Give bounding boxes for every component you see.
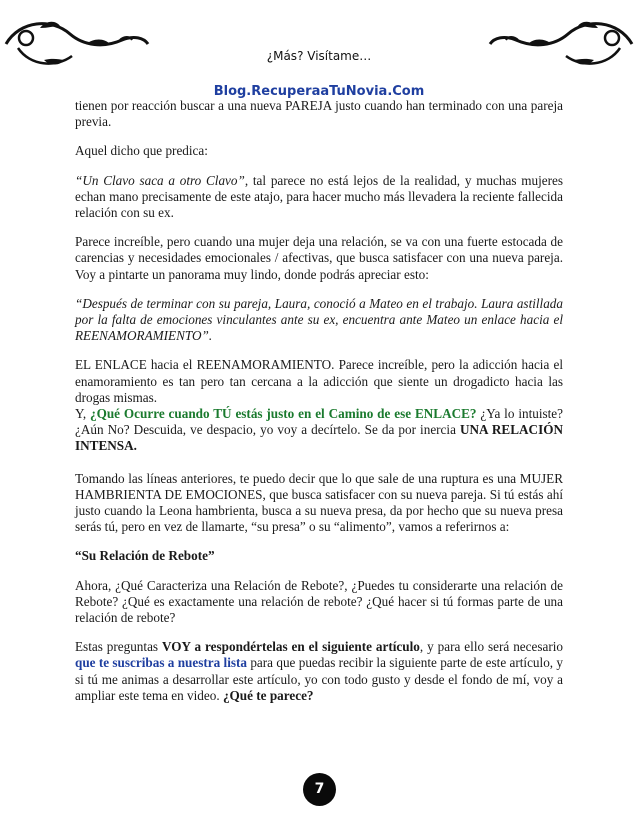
site-link[interactable]: Blog.RecuperaaTuNovia.Com <box>213 84 425 99</box>
paragraph-text: EL ENLACE hacia el REENAMORAMIENTO. Parece increíble, pero la adicción hacia el enamoramiento es tan pero tan cercana a la adicción que siente un drogadicto hacia las drogas mismas. <box>75 357 563 405</box>
paragraph-text: Estas preguntas <box>75 639 163 655</box>
quote-text: “Un Clavo saca a otro Clavo” <box>75 172 245 188</box>
paragraph: Aquel dicho que predica: <box>75 143 208 159</box>
paragraph <box>75 173 563 222</box>
quote-paragraph: “Después de terminar con su pareja, Laura, conoció a Mateo en el trabajo. Laura astillada por la falta de emociones vinculantes ante su ex, encuentra ante Mateo un enlace hacia el REENAMORAMIENTO”. <box>75 295 563 344</box>
bold-text: ¿Qué te parece? <box>222 687 314 703</box>
question-highlight: ¿Qué Ocurre cuando TÚ estás justo en el Camino de ese ENLACE? <box>90 406 477 422</box>
paragraph-text: ¿Ya lo intuiste? ¿Aún No? Descuida, ve despacio, yo voy a decírtelo. Se da por inercia <box>75 406 563 438</box>
section-heading: “Su Relación de Rebote” <box>75 548 215 564</box>
subscribe-link[interactable]: que te suscribas a nuestra lista <box>75 655 251 671</box>
paragraph: tienen por reacción buscar a una nueva PAREJA justo cuando han terminado con una pareja previa. <box>75 98 563 130</box>
header-tagline: ¿Más? Visítame… <box>266 49 372 63</box>
paragraph <box>75 639 563 704</box>
bold-text: UNA RELACIÓN INTENSA. <box>75 422 563 454</box>
paragraph-text: Y, <box>75 406 90 422</box>
paragraph-text: para que puedas recibir la siguiente parte de este artículo, y si tú me animas a desarrollar este artículo, yo con todo gusto y desde el fondo de mí, voy a ampliar este tema en video. <box>75 655 564 703</box>
paragraph-text: , tal parece no está lejos de la realidad, y muchas mujeres echan mano precisamente de este atajo, para hacer mucho más llevadera la reciente fallecida relación con su ex. <box>75 172 563 221</box>
bold-text: VOY a respondértelas en el siguiente artículo <box>162 639 420 655</box>
paragraph <box>75 357 563 454</box>
paragraph: Ahora, ¿Qué Caracteriza una Relación de Rebote?, ¿Puedes tu considerarte una relación de Rebote? ¿Qué es exactamente una relación de rebote? ¿Qué hacer si tú formas parte de una relación de rebote? <box>75 577 563 626</box>
left-ornament-icon <box>0 14 150 74</box>
right-ornament-icon <box>488 14 638 74</box>
page-number-badge: 7 <box>303 773 336 806</box>
paragraph: Tomando las líneas anteriores, te puedo decir que lo que sale de una ruptura es una MUJER HAMBRIENTA DE EMOCIONES, que busca satisfacer con su nueva pareja. Si tú estás ahí justo cuando la Leona hambrienta, busca a su nueva presa, da por hecho que su nueva presa serás tú, pero en vez de llamarte, “su presa” o su “alimento”, vamos a referirnos a: <box>75 470 563 535</box>
article-body <box>75 98 563 717</box>
paragraph: Parece increíble, pero cuando una mujer deja una relación, se va con una fuerte estocada de carencias y necesidades emocionales / afectivas, que busca satisfacer con una nueva pareja. Voy a pintarte un panorama muy lindo, donde podrás apreciar esto: <box>75 234 563 282</box>
paragraph-text: , y para ello será necesario <box>419 639 563 655</box>
